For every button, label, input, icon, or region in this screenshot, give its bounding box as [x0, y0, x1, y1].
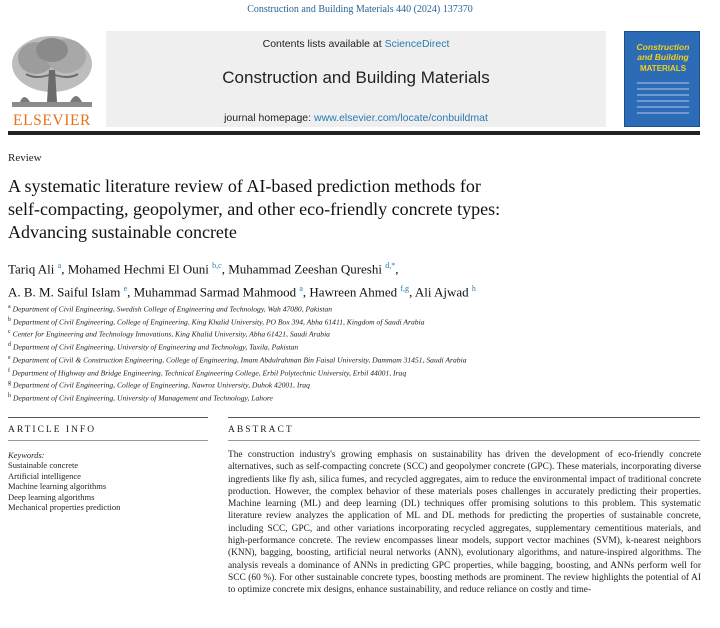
- journal-title[interactable]: Construction and Building Materials: [222, 68, 490, 87]
- cover-decoration: [637, 82, 689, 118]
- author-name[interactable]: Muhammad Zeeshan Qureshi: [228, 261, 382, 277]
- affiliation-item: [8, 327, 708, 340]
- affiliation-text: Department of Civil Engineering, Swedish College of Engineering and Technology, Wah 47080, Pakistan: [12, 304, 333, 314]
- affiliation-item: [8, 366, 708, 379]
- author-name[interactable]: Muhammad Sarmad Mahmood: [133, 284, 297, 300]
- keywords-block: [8, 450, 208, 512]
- author-affil-mark[interactable]: e: [123, 284, 128, 294]
- author-name[interactable]: Hawreen Ahmed: [309, 284, 398, 300]
- keyword-item: Artificial intelligence: [8, 470, 81, 481]
- article-info-rule-lower: [8, 440, 208, 441]
- keyword-item: Machine learning algorithms: [8, 481, 107, 492]
- author-affil-mark[interactable]: h: [471, 284, 476, 294]
- keywords-label: Keywords:: [8, 450, 45, 460]
- affiliation-text: Department of Highway and Bridge Engineering, Technical Engineering College, Erbil Polytechnic University, Erbil 44001, Iraq: [12, 368, 407, 378]
- author-name[interactable]: A. B. M. Saiful Islam: [8, 284, 121, 300]
- author-name[interactable]: Tariq Ali: [8, 261, 55, 277]
- affiliation-item: [8, 353, 708, 366]
- author-line-2: A. B. M. Saiful Islam $^e$, Muhammad Sarmad Mahmood $^a$, Hawreen Ahmed $^{f,g}$, Ali Ajwad $^h$: [8, 284, 476, 300]
- affiliation-text: Department of Civil Engineering, University of Engineering and Technology, Taxila, Pakistan: [13, 342, 299, 352]
- sciencedirect-link[interactable]: ScienceDirect: [384, 38, 450, 50]
- affiliation-text: Department of Civil Engineering, College of Engineering, Nawroz University, Duhok 42001, Iraq: [13, 380, 310, 390]
- affiliation-item: [8, 340, 708, 353]
- keyword-item: Deep learning algorithms: [8, 491, 95, 502]
- abstract-text: The construction industry's growing emphasis on sustainability has driven the development of eco-friendly concrete alternatives, such as self-compacting concrete (SCC) and geopolymer concrete (GPC). These materials, incorporating diverse ingredients like fly ash, silica fumes, and recycled aggregates, aim to reduce the environmental impact of traditional concrete production. However, the complex behavior of these materials poses challenges in accurately predicting their properties. Machine learning (ML) and deep learning (DL) techniques offer promising solutions to this problem. This systematic literature review analyzes the application of ML and DL methods for predicting the properties of sustainable concrete, including SCC, GPC, and other variations incorporating recycled aggregates, supplementary cementitious materials, and high-performance concrete. The review encompasses linear models, support vector machines (SVM), k-nearest neighbors (KNN), bagging, boosting, artificial neural networks (ANN), evolutionary algorithms, and nature-inspired algorithms. The analysis reveals a dominance of ANNs in predicting GPC properties, while bagging, boosting, and ANNs perform well for SCC (60 %). For other sustainable concrete types, boosting methods are prominent. The review highlights the potential of AI to optimize concrete mix designs, enhance sustainability, and reduce reliance on costly and time-: [228, 450, 701, 596]
- paper-title: [8, 175, 608, 244]
- author-affil-mark[interactable]: b,c: [212, 261, 222, 270]
- affiliation-text: Department of Civil & Construction Engineering, College of Engineering, Imam Abdulrahman Bin Faisal University, Dammam 31451, Saudi Arabia: [12, 355, 467, 365]
- article-info-heading: ARTICLE INFO: [8, 425, 97, 435]
- affiliation-mark: b: [8, 316, 11, 323]
- journal-header-panel: [106, 31, 606, 127]
- affiliation-mark: f: [8, 367, 10, 374]
- affiliation-text: Center for Engineering and Technology Innovations, King Khalid University, Abha 61421, Saudi Arabia: [12, 330, 330, 339]
- author-name[interactable]: Mohamed Hechmi El Ouni: [67, 261, 209, 277]
- affiliation-mark: g: [8, 380, 11, 387]
- affiliation-mark: c: [8, 329, 11, 336]
- affiliation-mark: d: [8, 342, 11, 349]
- header-divider: [8, 131, 700, 135]
- citation-line[interactable]: Construction and Building Materials 440 (2024) 137370: [247, 4, 473, 15]
- journal-homepage-link[interactable]: www.elsevier.com/locate/conbuildmat: [313, 112, 488, 124]
- journal-cover-thumbnail[interactable]: [624, 31, 700, 127]
- author-line-1: Tariq Ali $^a$, Mohamed Hechmi El Ouni $^{b,c}$, Muhammad Zeeshan Qureshi $^{d,*}$,: [8, 261, 399, 277]
- affiliation-mark: a: [8, 304, 11, 310]
- affiliation-item: [8, 391, 708, 404]
- article-info-rule: [8, 417, 208, 418]
- author-list: [8, 256, 708, 303]
- affiliation-text: Department of Civil Engineering, College of Engineering, King Khalid University, PO Box 394, Abha 61411, Kingdom of Saudi Arabia: [13, 317, 425, 327]
- title-line: A systematic literature review of AI-based prediction methods for: [8, 176, 481, 196]
- cover-title: Construction and Building: [636, 42, 690, 62]
- keyword-item: Mechanical properties prediction: [8, 502, 121, 513]
- abstract-rule: [228, 417, 700, 418]
- publisher-wordmark[interactable]: ELSEVIER: [13, 112, 91, 129]
- affiliations: [8, 302, 708, 404]
- affiliation-text: Department of Civil Engineering, University of Management and Technology, Lahore: [13, 393, 273, 403]
- author-affil-mark[interactable]: a: [299, 284, 303, 294]
- affiliation-mark: e: [8, 354, 11, 361]
- abstract-rule-lower: [228, 440, 700, 441]
- title-line: Advancing sustainable concrete: [8, 222, 237, 242]
- affiliation-item: [8, 378, 708, 391]
- cover-subtitle: MATERIALS: [639, 64, 687, 73]
- contents-prefix: Contents lists available at: [262, 38, 385, 50]
- affiliation-mark: h: [8, 393, 11, 400]
- affiliation-item: [8, 315, 708, 328]
- contents-line: [106, 38, 606, 50]
- author-affil-mark[interactable]: f,g: [400, 284, 410, 294]
- article-type: Review: [8, 152, 42, 164]
- abstract-heading: ABSTRACT: [228, 425, 294, 435]
- affiliation-item: [8, 302, 708, 315]
- keyword-item: Sustainable concrete: [8, 460, 79, 471]
- author-affil-mark[interactable]: d,*: [385, 261, 396, 270]
- author-name[interactable]: Ali Ajwad: [414, 284, 469, 300]
- homepage-prefix: journal homepage:: [224, 112, 314, 124]
- title-line: self-compacting, geopolymer, and other eco-friendly concrete types:: [8, 199, 501, 219]
- homepage-line: [106, 112, 606, 124]
- author-affil-mark[interactable]: a: [57, 261, 62, 270]
